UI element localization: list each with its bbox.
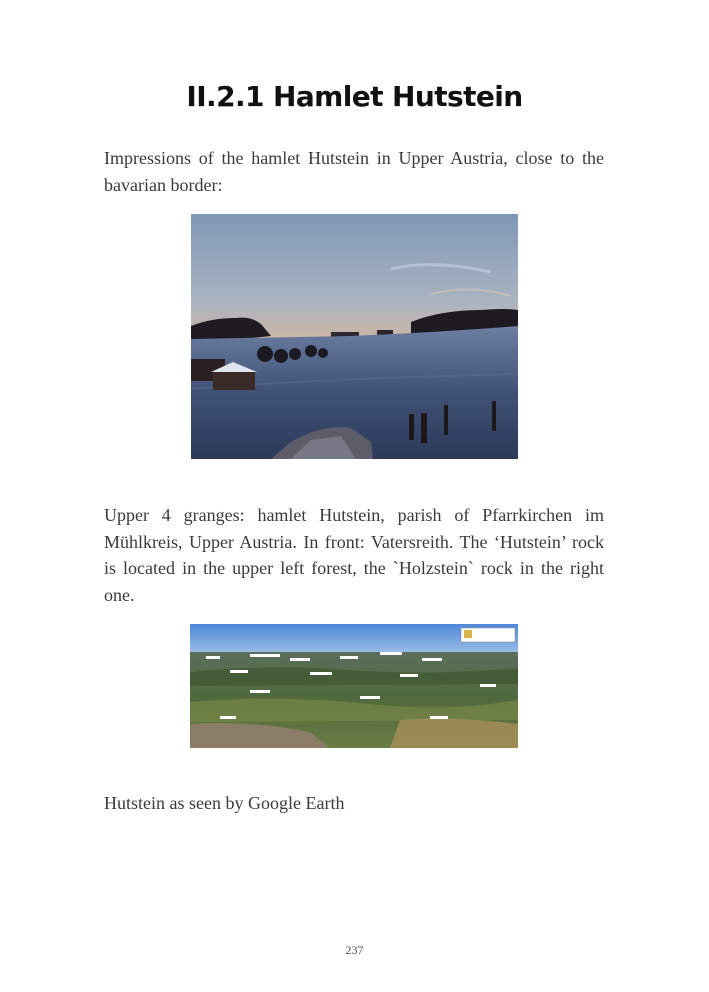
granges-paragraph: Upper 4 granges: hamlet Hutstein, parish of Pfarrkirchen im Mühlkreis, Upper Austria. In front: Vatersreith. The ‘Hutstein’ rock is located in the upper left forest, the `Holzstein` rock in the right one.	[104, 505, 604, 605]
page-number: 237	[345, 943, 364, 957]
winter-landscape-photo	[191, 214, 518, 459]
page-title: II.2.1 Hamlet Hutstein	[186, 80, 523, 113]
google-earth-caption: Hutstein as seen by Google Earth	[104, 793, 345, 813]
intro-paragraph: Impressions of the hamlet Hutstein in Upper Austria, close to the bavarian border:	[104, 148, 604, 195]
google-earth-image	[190, 624, 518, 748]
